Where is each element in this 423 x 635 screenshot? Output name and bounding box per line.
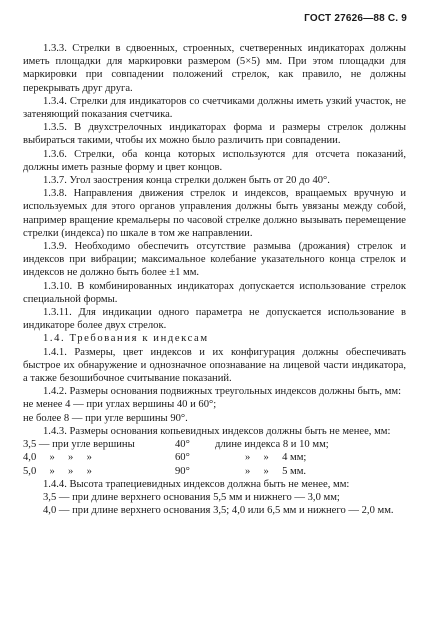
list-item: не более 8 — при угле вершины 90°. bbox=[23, 412, 188, 424]
table-row bbox=[23, 451, 329, 464]
table-cell: длине индекса 8 и 10 мм; bbox=[215, 439, 329, 451]
table-cell: » » 4 мм; bbox=[245, 452, 307, 464]
table-cell: 5,0 » » » bbox=[23, 465, 92, 477]
paragraph-1-4-1: 1.4.1. Размеры, цвет индексов и их конфигурация должны обеспечивать быстрое их обнаружение и однозначное опознавание на лицевой части индикатора, а также безошибочное считывание показаний. bbox=[23, 346, 406, 385]
paragraph-1-4-4: 1.4.4. Высота трапециевидных индексов должна быть не менее, мм: bbox=[43, 478, 350, 490]
table-row bbox=[23, 438, 329, 451]
paragraph-1-3-9: 1.3.9. Необходимо обеспечить отсутствие размыва (дрожания) стрелок и индексов при вибрации; максимальное колебание указательного конца стрелок и индексов не должно быть более ±1 мм. bbox=[23, 241, 406, 279]
list-item: не менее 4 — при углах вершины 40 и 60°; bbox=[23, 399, 217, 411]
spear-index-table bbox=[23, 438, 329, 478]
table-cell: 4,0 » » » bbox=[23, 452, 92, 464]
paragraph-1-3-11: 1.3.11. Для индикации одного параметра не допускается использование в индикаторе более двух стрелок. bbox=[23, 307, 406, 332]
list-item: 3,5 — при длине верхнего основания 5,5 мм и нижнего — 3,0 мм; bbox=[43, 491, 340, 503]
list-item: 4,0 — при длине верхнего основания 3,5; 4,0 или 6,5 мм и нижнего — 2,0 мм. bbox=[43, 505, 394, 517]
table-cell: 40° bbox=[175, 439, 190, 451]
paragraph-1-3-8: 1.3.8. Направления движения стрелок и индексов, вращаемых вручную и используемых для этого органов управления должны быть увязаны между собой, например вращение кремальеры по часовой стрелке должно вызывать перемещение стрелки (индекса) по шкале в том же направлении. bbox=[23, 188, 406, 239]
paragraph-1-4-3: 1.4.3. Размеры основания копьевидных индексов должны быть не менее, мм: bbox=[43, 425, 391, 437]
page-header: ГОСТ 27626—88 С. 9 bbox=[304, 13, 407, 24]
paragraph-1-3-6: 1.3.6. Стрелки, оба конца которых используются для отсчета показаний, должны иметь разные форму и цвет концов. bbox=[23, 148, 406, 173]
paragraph-1-3-4: 1.3.4. Стрелки для индикаторов со счетчиками должны иметь узкий участок, не затеняющий показания счетчика. bbox=[23, 95, 406, 121]
paragraph-1-3-10: 1.3.10. В комбинированных индикаторах допускается использование стрелок специальной формы. bbox=[23, 280, 406, 305]
table-cell: 3,5 — при угле вершины bbox=[23, 439, 135, 451]
paragraph-1-3-3: 1.3.3. Стрелки в сдвоенных, строенных, счетверенных индикаторах должны иметь площадки для маркировки размером (5×5) мм. При этом площадки для маркировки при совпадении положений стрелок, как правило, не должны перекрывать друг друга. bbox=[23, 43, 406, 94]
document-body bbox=[23, 42, 406, 517]
table-cell: 60° bbox=[175, 452, 190, 464]
section-heading: 1.4. Требования к индексам bbox=[43, 333, 209, 345]
table-cell: 90° bbox=[175, 465, 190, 477]
table-cell: » » 5 мм. bbox=[245, 465, 307, 477]
paragraph-1-4-2: 1.4.2. Размеры основания подвижных треугольных индексов должны быть, мм: bbox=[43, 386, 402, 398]
table-row bbox=[23, 465, 329, 478]
paragraph-1-3-5: 1.3.5. В двухстрелочных индикаторах форма и размеры стрелок должны выбираться такими, чтобы их можно было различить при совпадении. bbox=[23, 122, 406, 147]
paragraph-1-3-7: 1.3.7. Угол заострения конца стрелки должен быть от 20 до 40°. bbox=[43, 175, 330, 187]
